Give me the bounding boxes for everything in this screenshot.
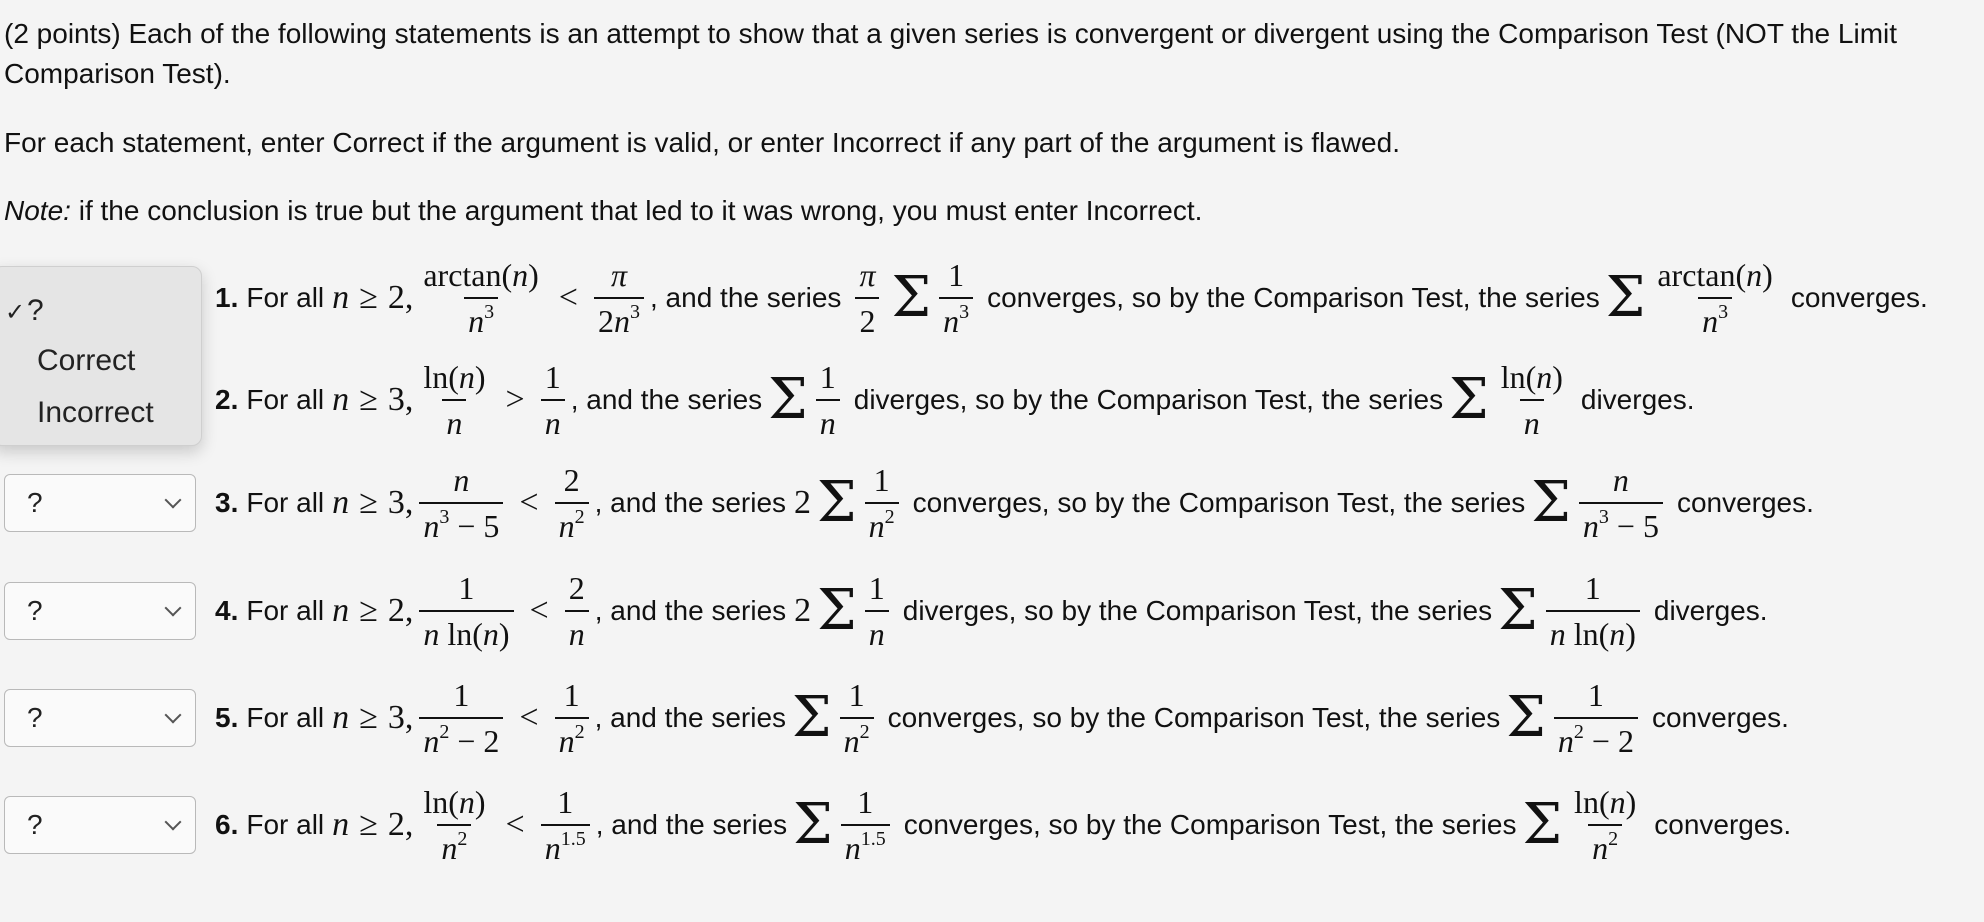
answer-dropdown-menu[interactable]	[0, 266, 202, 446]
start-value: 2,	[387, 279, 414, 316]
rhs-fraction: $\frac{1}{n^{1.5}}$	[541, 783, 590, 867]
menu-option-unanswered[interactable]: ✓?	[5, 289, 44, 333]
answer-select-6[interactable]	[4, 796, 196, 854]
for-all-text: For all	[246, 595, 325, 626]
sigma-icon: Σ	[1531, 470, 1571, 535]
var-n: n	[332, 484, 350, 521]
chevron-down-icon	[165, 707, 182, 724]
conclusion-text: converges, so by the Comparison Test, the series	[887, 702, 1501, 733]
inequality-sign: <	[505, 806, 525, 843]
var-n: n	[332, 381, 350, 418]
checkmark-icon: ✓	[5, 299, 26, 326]
chevron-down-icon	[165, 600, 182, 617]
sigma-icon: Σ	[768, 367, 808, 432]
lhs-fraction: $\frac{n}{n^3 - 5}$	[419, 461, 503, 545]
sigma-icon: Σ	[817, 578, 857, 643]
coefficient: 2	[794, 592, 812, 629]
for-all-text: For all	[246, 809, 325, 840]
note-label: Note:	[4, 195, 71, 226]
end-text: converges.	[1654, 809, 1792, 840]
question-number: 3.	[215, 487, 239, 518]
answer-select-5[interactable]	[4, 689, 196, 747]
geq-sign: ≥	[359, 279, 378, 316]
for-all-text: For all	[246, 282, 325, 313]
conclusion-fraction: $\frac{n}{n^3 - 5}$	[1579, 461, 1663, 545]
menu-option-incorrect[interactable]: Incorrect	[37, 396, 154, 429]
series-fraction: $\frac{1}{n^2}$	[840, 676, 874, 760]
start-value: 3,	[387, 381, 414, 418]
series-fraction: $\frac{1}{n^{1.5}}$	[841, 783, 890, 867]
conclusion-text: diverges, so by the Comparison Test, the series	[853, 384, 1444, 415]
question-number: 2.	[215, 384, 239, 415]
end-text: diverges.	[1580, 384, 1695, 415]
mid-text: , and the series	[649, 282, 842, 313]
intro-note	[4, 191, 1202, 231]
mid-text: , and the series	[595, 809, 788, 840]
question-4	[215, 561, 1768, 661]
conclusion-fraction: $\frac{1}{\text{n ln(n)}}$	[1546, 569, 1640, 653]
intro-instruction: For each statement, enter Correct if the argument is valid, or enter Incorrect if any part of the argument is flawed.	[4, 127, 1400, 158]
sigma-icon: Σ	[1498, 578, 1538, 643]
sigma-icon: Σ	[793, 792, 833, 857]
lhs-fraction: $\frac{\ln(n)}{n}$	[423, 359, 486, 441]
start-value: 3,	[387, 699, 414, 736]
rhs-fraction: $\frac{\pi}{2n^3}$	[594, 256, 644, 340]
start-value: 2,	[387, 806, 414, 843]
menu-option-correct[interactable]: Correct	[37, 344, 136, 377]
end-text: converges.	[1676, 487, 1814, 518]
sigma-icon: Σ	[1605, 265, 1646, 330]
mid-text: , and the series	[594, 595, 787, 626]
conclusion-text: converges, so by the Comparison Test, the series	[903, 809, 1517, 840]
conclusion-text: converges, so by the Comparison Test, the series	[987, 282, 1600, 313]
series-fraction: $\frac{1}{n^2}$	[865, 461, 899, 545]
conclusion-fraction: $\frac{\ln(n)}{n^2}$	[1574, 784, 1637, 866]
sigma-icon: Σ	[792, 685, 832, 750]
geq-sign: ≥	[359, 381, 378, 418]
sigma-icon: Σ	[1522, 792, 1563, 857]
coefficient: 2	[794, 484, 812, 521]
rhs-fraction: $\frac{1}{n^2}$	[555, 676, 589, 760]
note-text: if the conclusion is true but the argument that led to it was wrong, you must enter Incorrect.	[70, 195, 1203, 226]
end-text: converges.	[1651, 702, 1789, 733]
inequality-sign: <	[558, 279, 578, 316]
lhs-fraction: $\frac{1}{n^2 - 2}$	[419, 676, 503, 760]
mid-text: , and the series	[570, 384, 763, 415]
select-value: ?	[27, 809, 43, 840]
series-fraction: $\frac{1}{n}$	[865, 569, 889, 653]
var-n: n	[332, 592, 350, 629]
geq-sign: ≥	[359, 484, 378, 521]
select-value: ?	[27, 487, 43, 518]
lhs-fraction: $\frac{\arctan(n)}{n^3}$	[423, 257, 539, 339]
for-all-text: For all	[246, 702, 325, 733]
sigma-icon: Σ	[817, 470, 857, 535]
mid-text: , and the series	[594, 702, 787, 733]
coefficient-fraction: $\frac{\pi}{2}$	[855, 256, 879, 340]
var-n: n	[332, 279, 350, 316]
answer-select-4[interactable]	[4, 582, 196, 640]
end-text: diverges.	[1653, 595, 1768, 626]
series-fraction: $\frac{1}{n}$	[816, 358, 840, 442]
select-value: ?	[27, 595, 43, 626]
sigma-icon: Σ	[891, 265, 932, 330]
select-value: ?	[27, 702, 43, 733]
inequality-sign: <	[519, 699, 539, 736]
conclusion-text: diverges, so by the Comparison Test, the series	[902, 595, 1493, 626]
question-3	[215, 453, 1814, 553]
question-5	[215, 668, 1789, 768]
rhs-fraction: $\frac{2}{n}$	[565, 569, 589, 653]
for-all-text: For all	[246, 487, 325, 518]
question-number: 5.	[215, 702, 239, 733]
series-fraction: $\frac{1}{n^3}$	[939, 256, 973, 340]
question-6	[215, 775, 1791, 875]
mid-text: , and the series	[594, 487, 787, 518]
conclusion-text: converges, so by the Comparison Test, the series	[912, 487, 1526, 518]
conclusion-fraction: $\frac{1}{n^2 - 2}$	[1554, 676, 1638, 760]
question-2	[215, 350, 1695, 450]
for-all-text: For all	[246, 384, 325, 415]
sigma-icon: Σ	[1506, 685, 1546, 750]
intro-points: (2 points) Each of the following statements is an attempt to show that a given series is convergent or divergent using the Comparison Test (NOT the Limit Comparison Test).	[4, 18, 1898, 89]
question-number: 6.	[215, 809, 239, 840]
lhs-fraction: $\frac{\ln(n)}{n^2}$	[423, 784, 486, 866]
geq-sign: ≥	[359, 592, 378, 629]
var-n: n	[332, 806, 350, 843]
rhs-fraction: $\frac{2}{n^2}$	[555, 461, 589, 545]
sigma-icon: Σ	[1449, 367, 1489, 432]
start-value: 2,	[387, 592, 414, 629]
start-value: 3,	[387, 484, 414, 521]
conclusion-fraction: $\frac{\arctan(n)}{n^3}$	[1657, 257, 1773, 339]
chevron-down-icon	[165, 492, 182, 509]
inequality-sign: >	[505, 381, 525, 418]
lhs-fraction: $\frac{1}{\text{n ln(n)}}$	[419, 569, 513, 653]
inequality-sign: <	[519, 484, 539, 521]
rhs-fraction: $\frac{1}{n}$	[541, 358, 565, 442]
inequality-sign: <	[529, 592, 549, 629]
answer-select-3[interactable]	[4, 474, 196, 532]
question-1	[215, 248, 1928, 348]
chevron-down-icon	[165, 814, 182, 831]
question-number: 1.	[215, 282, 239, 313]
conclusion-fraction: $\frac{\ln(n)}{n}$	[1500, 359, 1563, 441]
var-n: n	[332, 699, 350, 736]
end-text: converges.	[1790, 282, 1928, 313]
question-number: 4.	[215, 595, 239, 626]
geq-sign: ≥	[359, 699, 378, 736]
geq-sign: ≥	[359, 806, 378, 843]
